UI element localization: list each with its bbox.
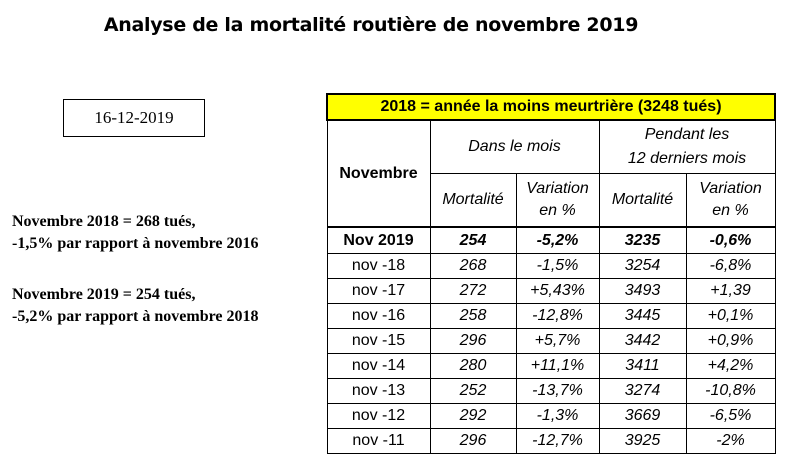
header-12-mois <box>599 120 775 174</box>
cell-variation-12: -0,6% <box>686 227 775 254</box>
header-variation-mois-line2: en % <box>539 202 576 219</box>
note-2019-line2: -5,2% par rapport à novembre 2018 <box>12 308 259 325</box>
note-2018-line2: -1,5% par rapport à novembre 2016 <box>12 235 259 252</box>
cell-mortalite-mois: 258 <box>430 304 516 329</box>
cell-variation-12: +1,39 <box>686 279 775 304</box>
cell-variation-12: -6,5% <box>686 404 775 429</box>
cell-month: nov -12 <box>327 404 430 429</box>
cell-month: nov -18 <box>327 254 430 279</box>
cell-month: nov -13 <box>327 379 430 404</box>
cell-variation-mois: +5,7% <box>516 329 599 354</box>
cell-variation-12: -6,8% <box>686 254 775 279</box>
cell-month: nov -14 <box>327 354 430 379</box>
page-title: Analyse de la mortalité routière de novembre 2019 <box>103 14 639 36</box>
cell-month: nov -11 <box>327 429 430 454</box>
note-2018 <box>12 211 322 255</box>
header-variation-mois-line1: Variation <box>526 180 589 197</box>
cell-variation-12: +4,2% <box>686 354 775 379</box>
cell-variation-mois: -12,7% <box>516 429 599 454</box>
note-2019 <box>12 284 322 328</box>
cell-mortalite-mois: 272 <box>430 279 516 304</box>
cell-month: nov -17 <box>327 279 430 304</box>
header-variation-12-line2: en % <box>712 202 749 219</box>
table-row <box>327 354 775 379</box>
cell-mortalite-12: 3411 <box>599 354 686 379</box>
cell-mortalite-mois: 296 <box>430 329 516 354</box>
cell-mortalite-12: 3445 <box>599 304 686 329</box>
cell-variation-mois: -1,5% <box>516 254 599 279</box>
cell-mortalite-mois: 254 <box>430 227 516 254</box>
table-banner-row <box>327 94 775 120</box>
cell-variation-12: -10,8% <box>686 379 775 404</box>
cell-mortalite-12: 3669 <box>599 404 686 429</box>
cell-month: nov -15 <box>327 329 430 354</box>
header-12-mois-line1: Pendant les <box>644 126 730 143</box>
cell-mortalite-12: 3925 <box>599 429 686 454</box>
cell-mortalite-mois: 268 <box>430 254 516 279</box>
cell-variation-12: +0,9% <box>686 329 775 354</box>
note-2019-line1: Novembre 2019 = 254 tués, <box>12 286 196 303</box>
table-row <box>327 254 775 279</box>
cell-variation-mois: -1,3% <box>516 404 599 429</box>
table-row <box>327 279 775 304</box>
header-dans-le-mois: Dans le mois <box>430 120 599 174</box>
header-variation-12 <box>686 174 775 228</box>
cell-variation-mois: -5,2% <box>516 227 599 254</box>
cell-mortalite-mois: 292 <box>430 404 516 429</box>
table-row <box>327 304 775 329</box>
cell-mortalite-12: 3235 <box>599 227 686 254</box>
cell-mortalite-mois: 296 <box>430 429 516 454</box>
cell-variation-12: -2% <box>686 429 775 454</box>
cell-variation-mois: +5,43% <box>516 279 599 304</box>
cell-mortalite-12: 3254 <box>599 254 686 279</box>
table-row <box>327 429 775 454</box>
header-mortalite-12: Mortalité <box>599 174 686 228</box>
cell-variation-mois: -12,8% <box>516 304 599 329</box>
table-banner: 2018 = année la moins meurtrière (3248 tués) <box>327 94 775 120</box>
table-row <box>327 329 775 354</box>
cell-mortalite-12: 3274 <box>599 379 686 404</box>
table-row <box>327 379 775 404</box>
mortality-table <box>326 93 776 454</box>
table-row-current <box>327 227 775 254</box>
header-row-1 <box>327 120 775 174</box>
date-box: 16-12-2019 <box>63 99 205 137</box>
header-mortalite-mois: Mortalité <box>430 174 516 228</box>
cell-mortalite-12: 3442 <box>599 329 686 354</box>
cell-variation-mois: -13,7% <box>516 379 599 404</box>
note-2018-line1: Novembre 2018 = 268 tués, <box>12 213 196 230</box>
header-variation-mois <box>516 174 599 228</box>
cell-month: nov -16 <box>327 304 430 329</box>
cell-mortalite-mois: 252 <box>430 379 516 404</box>
header-12-mois-line2: 12 derniers mois <box>627 150 747 167</box>
table-row <box>327 404 775 429</box>
cell-month: Nov 2019 <box>327 227 430 254</box>
header-month: Novembre <box>327 120 430 227</box>
cell-variation-12: +0,1% <box>686 304 775 329</box>
header-variation-12-line1: Variation <box>699 180 762 197</box>
cell-variation-mois: +11,1% <box>516 354 599 379</box>
cell-mortalite-mois: 280 <box>430 354 516 379</box>
cell-mortalite-12: 3493 <box>599 279 686 304</box>
